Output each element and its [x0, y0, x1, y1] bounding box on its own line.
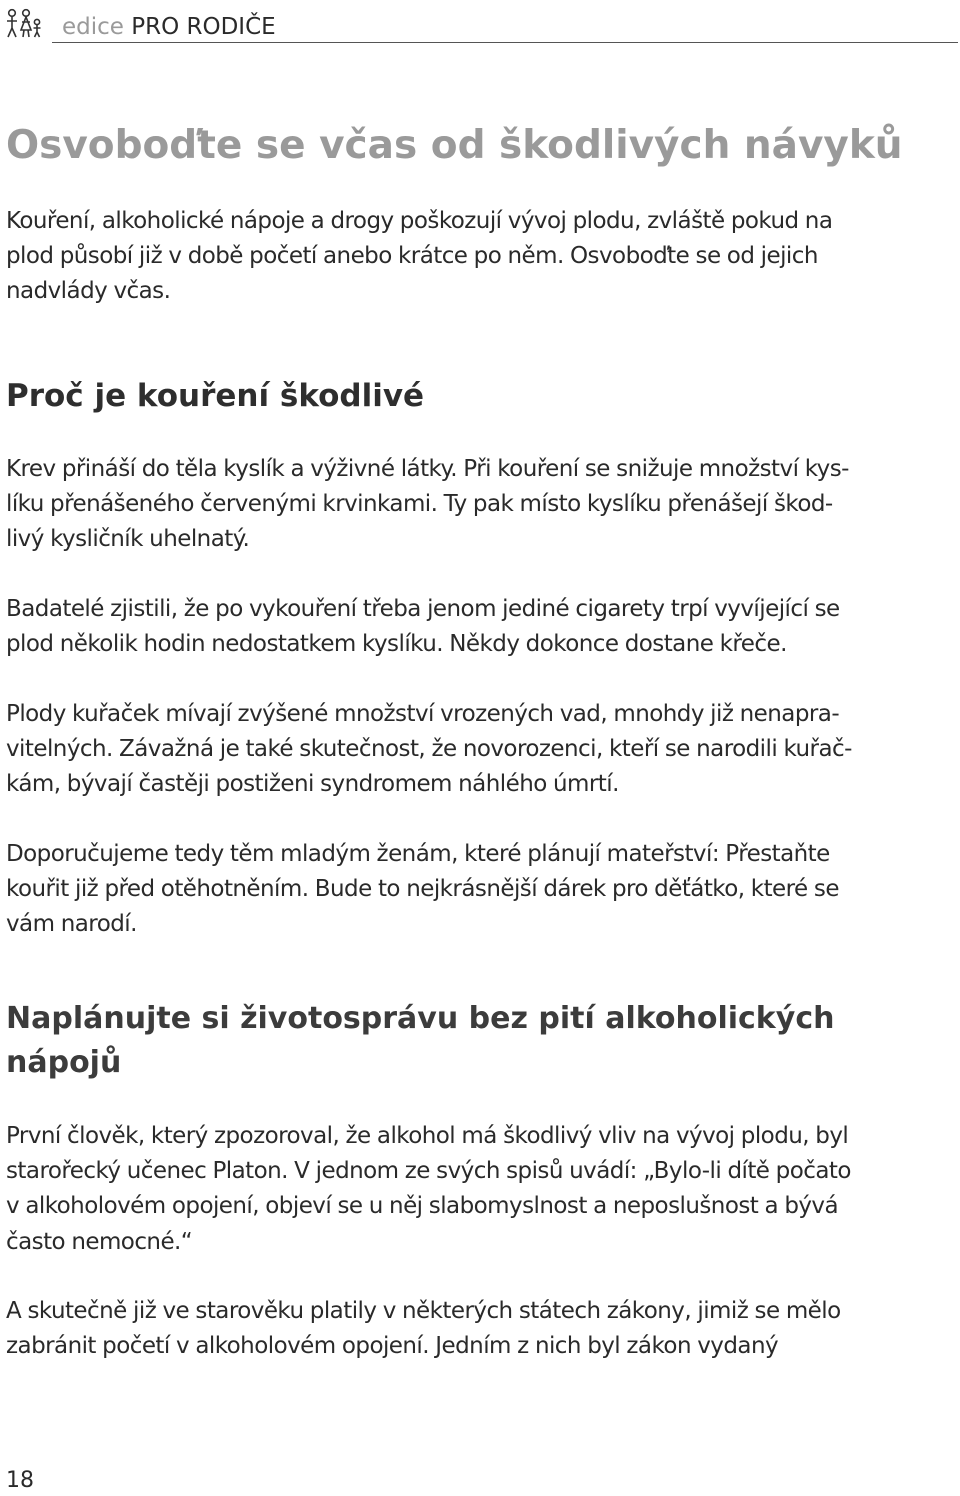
series-title: [62, 10, 276, 44]
section-heading-alcohol: [6, 997, 834, 1085]
text-line: starořecký učenec Platon. V jednom ze svých spisů uvádí: „Bylo-li dítě počato: [6, 1158, 851, 1185]
text-line: plod působí již v době početí anebo krátce po něm. Osvoboďte se od jejich: [6, 243, 818, 270]
text-line: plod několik hodin nedostatkem kyslíku. Někdy dokonce dostane křeče.: [6, 631, 787, 658]
page-title: Osvoboďte se včas od škodlivých návyků: [6, 123, 903, 168]
text-line: často nemocné.“: [6, 1228, 193, 1255]
text-line: Doporučujeme tedy těm mladým ženám, které plánují mateřství: Přestaňte: [6, 841, 830, 867]
paragraph: [6, 1119, 926, 1260]
text-line: líku přenášeného červenými krvinkami. Ty pak místo kyslíku přenášejí škod-: [6, 491, 833, 518]
text-line: vám narodí.: [6, 911, 137, 938]
text-line: v alkoholovém opojení, objeví se u něj slabomyslnost a neposlušnost a bývá: [6, 1193, 839, 1220]
text-line: kám, bývají častěji postiženi syndromem náhlého úmrtí.: [6, 771, 619, 798]
text-line: Plody kuřaček mívají zvýšené množství vrozených vad, mnohdy již nenapra-: [6, 701, 840, 727]
text-line: nadvlády včas.: [6, 278, 171, 305]
intro-paragraph: [6, 204, 926, 310]
text-line: zabránit početí v alkoholovém opojení. Jedním z nich byl zákon vydaný: [6, 1333, 779, 1360]
series-prefix: edice: [62, 14, 124, 40]
paragraph: [6, 697, 926, 803]
heading-line: Naplánujte si životosprávu bez pití alkoholických: [6, 1001, 835, 1036]
text-line: Kouření, alkoholické nápoje a drogy poškozují vývoj plodu, zvláště pokud na: [6, 208, 833, 234]
text-line: kouřit již před otěhotněním. Bude to nejkrásnější dárek pro děťátko, které se: [6, 876, 839, 903]
page-header: [0, 0, 960, 46]
text-line: První člověk, který zpozoroval, že alkohol má škodlivý vliv na vývoj plodu, byl: [6, 1123, 849, 1149]
paragraph: [6, 592, 926, 662]
text-line: vitelných. Závažná je také skutečnost, že novorozenci, kteří se narodili kuřač-: [6, 736, 852, 763]
text-line: Krev přináší do těla kyslík a výživné látky. Při kouření se snižuje množství kys-: [6, 456, 849, 482]
text-line: A skutečně již ve starověku platily v některých státech zákony, jimiž se mělo: [6, 1298, 841, 1324]
header-rule: [52, 42, 958, 43]
section-heading-smoking: Proč je kouření škodlivé: [6, 378, 425, 414]
paragraph: [6, 452, 926, 558]
family-logo-icon: [5, 8, 43, 40]
paragraph: [6, 1294, 926, 1364]
page-number: 18: [6, 1468, 34, 1493]
series-name: PRO RODIČE: [131, 14, 276, 40]
paragraph: [6, 837, 926, 943]
text-line: Badatelé zjistili, že po vykouření třeba jenom jediné cigarety trpí vyvíjející se: [6, 596, 840, 622]
text-line: livý kysličník uhelnatý.: [6, 526, 250, 553]
heading-line: nápojů: [6, 1045, 122, 1080]
